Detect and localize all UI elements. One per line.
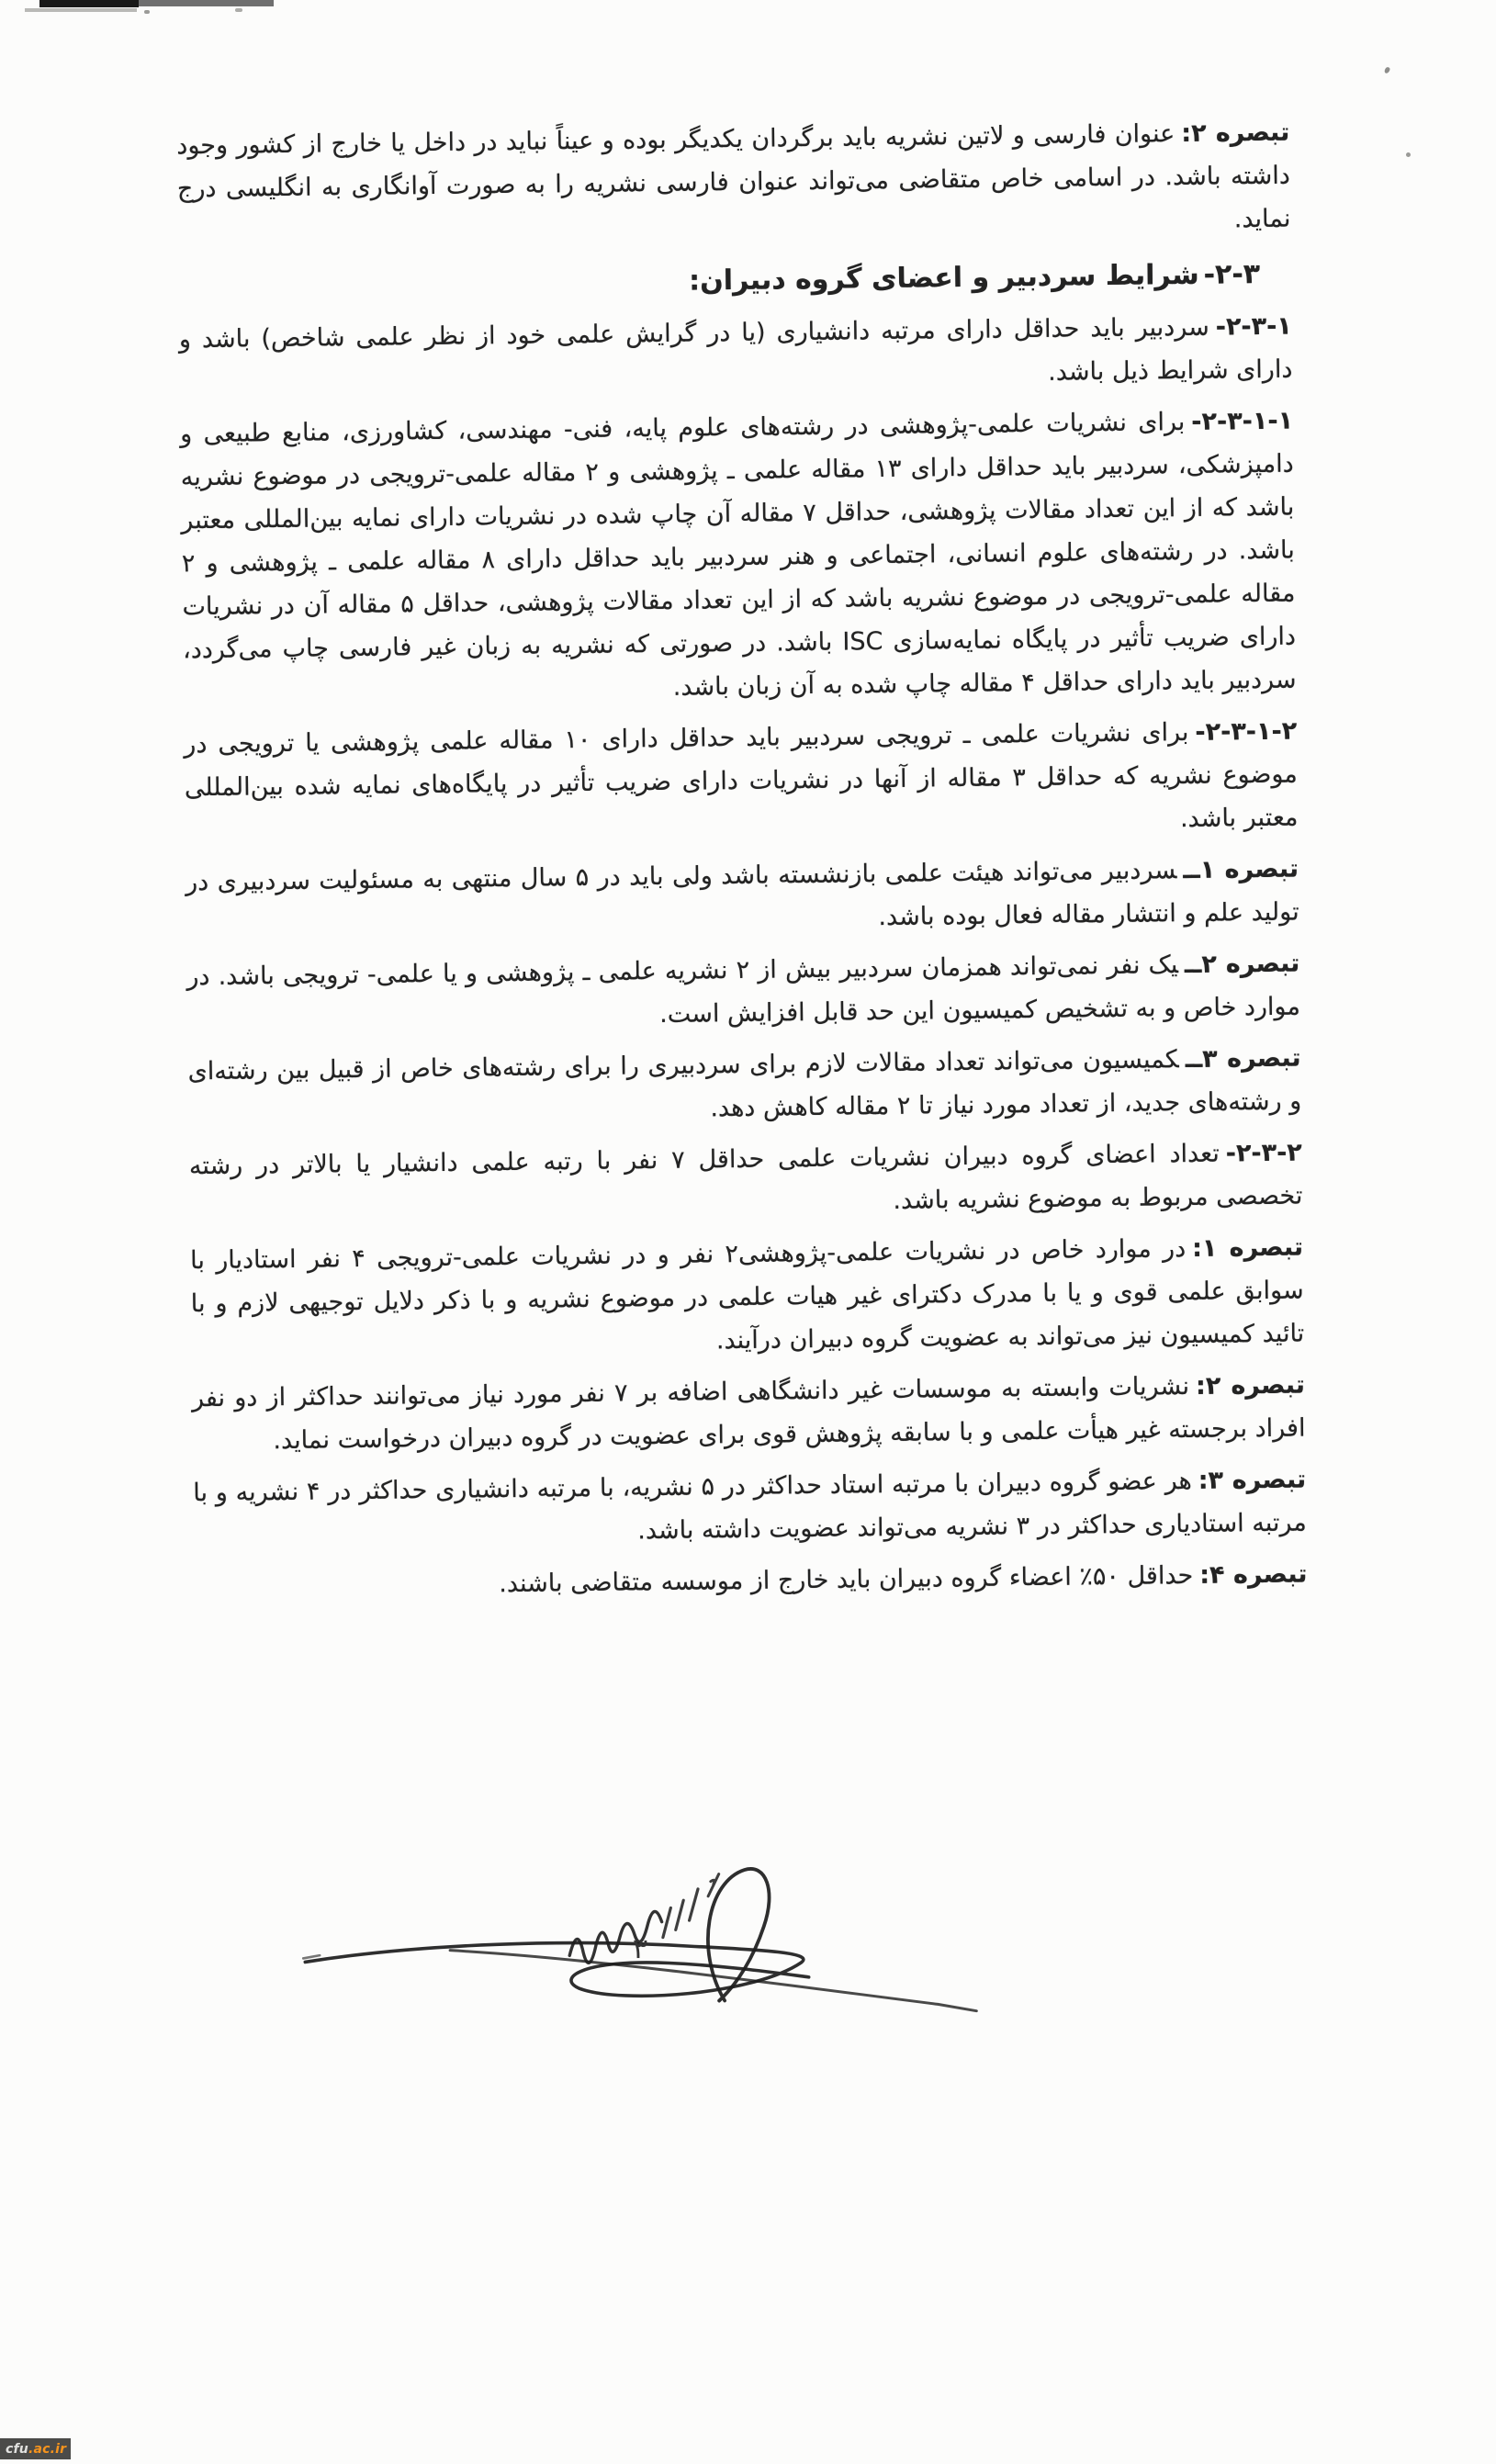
paragraph-note-10: [192, 1363, 1306, 1463]
page-number: ۳: [632, 1933, 648, 1965]
paragraph-lead: تبصره ۱:: [1191, 1232, 1304, 1263]
paragraph-note-7: [187, 1037, 1301, 1137]
scan-speck: [1406, 152, 1411, 157]
paragraph-body: سردبیر باید حداقل دارای مرتبه دانشیاری (یا در گرایش علمی خود از نظر علمی شاخص) باشد و دارای شرایط ذیل باشد.: [178, 312, 1293, 387]
paragraph-clause-8: [189, 1131, 1303, 1232]
paragraph-lead: تبصره ۳ــ: [1185, 1043, 1301, 1074]
paragraph-body: در موارد خاص در نشریات علمی-پژوهشی۲ نفر و در نشریات علمی-ترویجی ۴ نفر استادیار با سوابق علمی قوی و یا با مدرک دکترای غیر هیات علمی در موضوع نشریه و با ذکر دلایل توجیهی لازم و با تائید کمیسیون نیز می‌تواند به عضویت گروه دبیران درآیند.: [189, 1234, 1305, 1356]
paragraph-note-5: [186, 848, 1299, 948]
paragraph-lead: تبصره ۲:: [1195, 1370, 1306, 1401]
scan-speck: [235, 8, 242, 12]
paragraph-note-11: [193, 1457, 1307, 1558]
paragraph-note-12: [194, 1552, 1307, 1609]
paragraph-lead: تبصره ۲ــ: [1184, 949, 1300, 980]
paragraph-lead: تبصره ۱ــ: [1183, 854, 1299, 885]
scan-speck: [144, 10, 150, 14]
watermark-suffix: .ac.ir: [28, 2441, 67, 2457]
scan-speck: [1384, 66, 1390, 73]
paragraph-body: هر عضو گروه دبیران با مرتبه استاد حداکثر در ۵ نشریه، با مرتبه دانشیاری حداکثر در ۴ نشریه و با مرتبه استادیاری حداکثر در ۳ نشریه می‌تواند عضویت داشته باشد.: [193, 1467, 1307, 1546]
paragraph-lead: ۲-۳-۱-۱-: [1191, 406, 1294, 436]
scan-artifact-bar-faint: [25, 8, 137, 12]
paragraph-note-9: [190, 1226, 1305, 1369]
watermark-badge: [0, 2438, 71, 2459]
paragraph-lead: ۲-۳-۱-۲-: [1195, 716, 1298, 747]
paragraph-clause-2: [179, 305, 1293, 405]
scan-artifact-bar-dark: [39, 0, 139, 7]
paragraph-body: برای نشریات علمی ـ ترویجی سردبیر باید حداقل دارای ۱۰ مقاله علمی پژوهشی یا ترویجی در موضوع نشریه که حداقل ۳ مقاله از آنها در نشریات دارای ضریب تأثیر در پایگاه‌های نمایه شده بین‌المللی معتبر باشد.: [184, 717, 1299, 834]
paragraph-lead: ۲-۳-: [1203, 257, 1261, 291]
paragraph-body: حداقل ۵۰٪ اعضاء گروه دبیران باید خارج از موسسه متقاضی باشند.: [499, 1560, 1194, 1599]
paragraph-lead: ۲-۳-۱-: [1215, 311, 1293, 342]
paragraph-body: تعداد اعضای گروه دبیران نشریات علمی حداقل ۷ نفر با رتبه علمی دانشیار یا بالاتر در رشته تخصصی مربوط به موضوع نشریه باشد.: [188, 1139, 1303, 1215]
paragraph-note-6: [186, 942, 1300, 1042]
paragraph-body: یک نفر نمی‌تواند همزمان سردبیر بیش از ۲ نشریه علمی ـ پژوهشی و یا علمی- ترویجی باشد. در موارد خاص و به تشخیص کمیسیون این حد قابل افزایش است.: [186, 951, 1301, 1029]
paragraph-clause-3: [180, 399, 1297, 715]
paragraph-body: برای نشریات علمی-پژوهشی در رشته‌های علوم پایه، فنی- مهندسی، کشاورزی، منابع طبیعی و دامپزشکی، سردبیر باید حداقل دارای ۱۳ مقاله علمی ـ پژوهشی و ۲ مقاله علمی-ترویجی در موضوع نشریه باشد که از این تعداد مقالات پژوهشی، حداقل ۷ مقاله آن چاپ شده در نشریات دارای نمایه بین‌المللی معتبر باشد. در رشته‌های علوم انسانی، اجتماعی و هنر سردبیر باید حداقل دارای ۸ مقاله علمی ـ پژوهشی و ۲ مقاله علمی-ترویجی در موضوع نشریه باشد که از این تعداد مقالات پژوهشی، حداقل ۵ مقاله آن در نشریات دارای ضریب تأثیر در پایگاه نمایه‌سازی ISC باشد. در صورتی که نشریه به زبان غیر فارسی چاپ می‌گردد، سردبیر باید دارای حداقل ۴ مقاله چاپ شده به آن زبان باشد.: [179, 408, 1297, 702]
paragraph-body: عنوان فارسی و لاتین نشریه باید برگردان یکدیگر بوده و عیناً نباید در داخل یا خارج از کشور وجود داشته باشد. در اسامی خاص متقاضی می‌تواند عنوان فارسی نشریه را به صورت آوانگاری به انگلیسی درج نماید.: [176, 119, 1291, 234]
paragraph-body: سردبیر می‌تواند هیئت علمی بازنشسته باشد ولی باید در ۵ سال منتهی به مسئولیت سردبیری در تولید علم و انتشار مقاله فعال بوده باشد.: [185, 856, 1299, 932]
paragraph-lead: ۲-۳-۲-: [1225, 1138, 1303, 1168]
paragraph-heading-1: [178, 253, 1291, 309]
paragraph-lead: تبصره ۲:: [1181, 118, 1290, 149]
paragraph-lead: تبصره ۳:: [1198, 1465, 1307, 1495]
paragraph-list: [176, 111, 1308, 1618]
paragraph-body: نشریات وابسته به موسسات غیر دانشگاهی اضافه بر ۷ نفر مورد نیاز می‌توانند حداکثر از دو نفر افراد برجسته غیر هیأت علمی و با سابقه پژوهش قوی برای عضویت در گروه دبیران درخواست نماید.: [191, 1372, 1306, 1456]
paragraph-clause-4: [184, 710, 1299, 853]
watermark-prefix: cfu: [6, 2441, 28, 2457]
paragraph-body: شرایط سردبیر و اعضای گروه دبیران:: [688, 258, 1199, 298]
scan-artifact-bar-gray: [139, 0, 274, 6]
paragraph-note-0: [176, 111, 1291, 254]
paragraph-body: کمیسیون می‌تواند تعداد مقالات لازم برای سردبیری را برای رشته‌های خاص از قبیل بین رشته‌ای و رشته‌های جدید، از تعداد مورد نیاز تا ۲ مقاله کاهش دهد.: [187, 1045, 1302, 1123]
paragraph-lead: تبصره ۴:: [1199, 1559, 1308, 1590]
